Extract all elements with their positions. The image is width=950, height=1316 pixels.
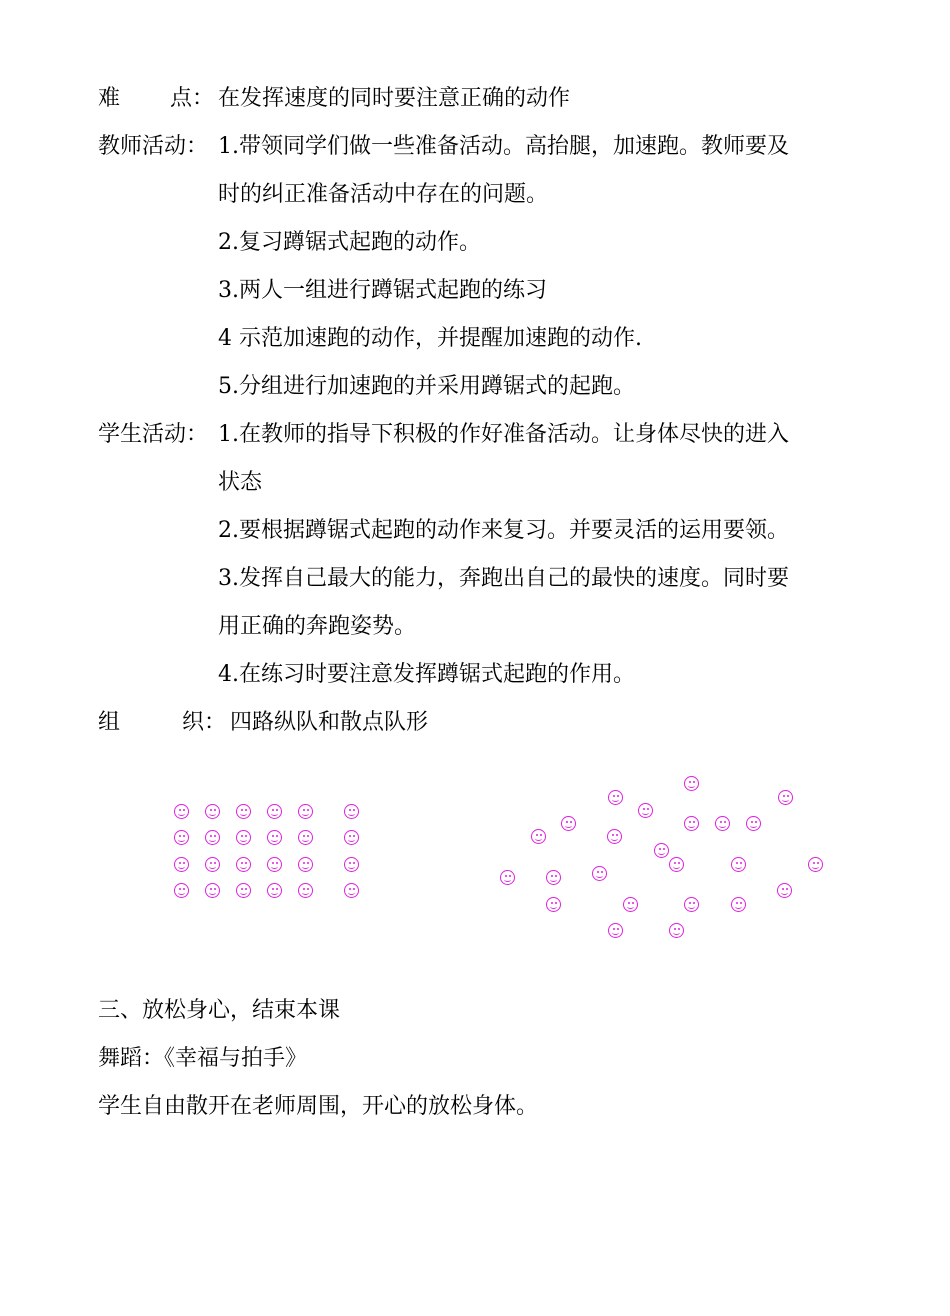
smiley-face-icon [638, 803, 653, 818]
smiley-face-icon [298, 857, 313, 872]
smiley-face-icon [267, 883, 282, 898]
student-item: 状态 [218, 470, 263, 495]
smiley-face-icon [205, 830, 220, 845]
organization-text: 四路纵队和散点队形 [230, 710, 429, 735]
teacher-item: 2.复习蹲锯式起跑的动作。 [218, 230, 481, 255]
student-label: 学生活动： [98, 422, 209, 447]
smiley-face-icon [531, 829, 546, 844]
smiley-face-icon [608, 790, 623, 805]
smiley-face-icon [174, 830, 189, 845]
smiley-face-icon [298, 830, 313, 845]
smiley-face-icon [684, 816, 699, 831]
student-item: 用正确的奔跑姿势。 [218, 614, 417, 639]
student-item: 1.在教师的指导下积极的作好准备活动。让身体尽快的进入 [218, 422, 789, 447]
student-item: 3.发挥自己最大的能力，奔跑出自己的最快的速度。同时要 [218, 566, 789, 591]
smiley-face-icon [236, 804, 251, 819]
difficulty-text: 在发挥速度的同时要注意正确的动作 [218, 86, 571, 111]
teacher-item: 3.两人一组进行蹲锯式起跑的练习 [218, 278, 547, 303]
smiley-face-icon [715, 816, 730, 831]
smiley-face-icon [561, 816, 576, 831]
organization-label-right: 织： [182, 710, 227, 735]
smiley-face-icon [623, 897, 638, 912]
smiley-face-icon [746, 816, 761, 831]
smiley-face-icon [731, 897, 746, 912]
smiley-face-icon [344, 830, 359, 845]
organization-label-left: 组 [98, 710, 121, 735]
smiley-face-icon [669, 857, 684, 872]
smiley-face-icon [808, 857, 823, 872]
teacher-label: 教师活动： [98, 134, 209, 159]
closing-note: 学生自由散开在老师周围，开心的放松身体。 [98, 1094, 539, 1119]
smiley-face-icon [205, 804, 220, 819]
section-heading: 三、放松身心，结束本课 [98, 998, 341, 1023]
smiley-face-icon [298, 804, 313, 819]
teacher-item: 4 示范加速跑的动作，并提醒加速跑的动作. [218, 326, 642, 351]
smiley-face-icon [608, 923, 623, 938]
smiley-face-icon [344, 857, 359, 872]
smiley-face-icon [205, 857, 220, 872]
smiley-face-icon [267, 857, 282, 872]
difficulty-label-right: 点： [170, 86, 215, 111]
difficulty-label-left: 难 [98, 86, 121, 111]
smiley-face-icon [592, 866, 607, 881]
smiley-face-icon [607, 829, 622, 844]
teacher-item: 5.分组进行加速跑的并采用蹲锯式的起跑。 [218, 374, 635, 399]
smiley-face-icon [500, 870, 515, 885]
smiley-face-icon [669, 923, 684, 938]
student-item: 2.要根据蹲锯式起跑的动作来复习。并要灵活的运用要领。 [218, 518, 789, 543]
student-item: 4.在练习时要注意发挥蹲锯式起跑的作用。 [218, 662, 635, 687]
smiley-face-icon [546, 897, 561, 912]
smiley-face-icon [236, 883, 251, 898]
smiley-face-icon [344, 883, 359, 898]
smiley-face-icon [174, 857, 189, 872]
smiley-face-icon [267, 830, 282, 845]
smiley-face-icon [778, 790, 793, 805]
dance-line: 舞蹈：《幸福与拍手》 [98, 1046, 308, 1071]
smiley-face-icon [654, 843, 669, 858]
teacher-item: 时的纠正准备活动中存在的问题。 [218, 182, 549, 207]
smiley-face-icon [267, 804, 282, 819]
smiley-face-icon [731, 857, 746, 872]
smiley-face-icon [174, 804, 189, 819]
smiley-face-icon [777, 883, 792, 898]
smiley-face-icon [684, 897, 699, 912]
teacher-item: 1.带领同学们做一些准备活动。高抬腿，加速跑。教师要及 [218, 134, 789, 159]
smiley-face-icon [205, 883, 220, 898]
smiley-face-icon [298, 883, 313, 898]
smiley-face-icon [344, 804, 359, 819]
smiley-face-icon [236, 830, 251, 845]
smiley-face-icon [684, 776, 699, 791]
smiley-face-icon [236, 857, 251, 872]
smiley-face-icon [546, 870, 561, 885]
smiley-face-icon [174, 883, 189, 898]
